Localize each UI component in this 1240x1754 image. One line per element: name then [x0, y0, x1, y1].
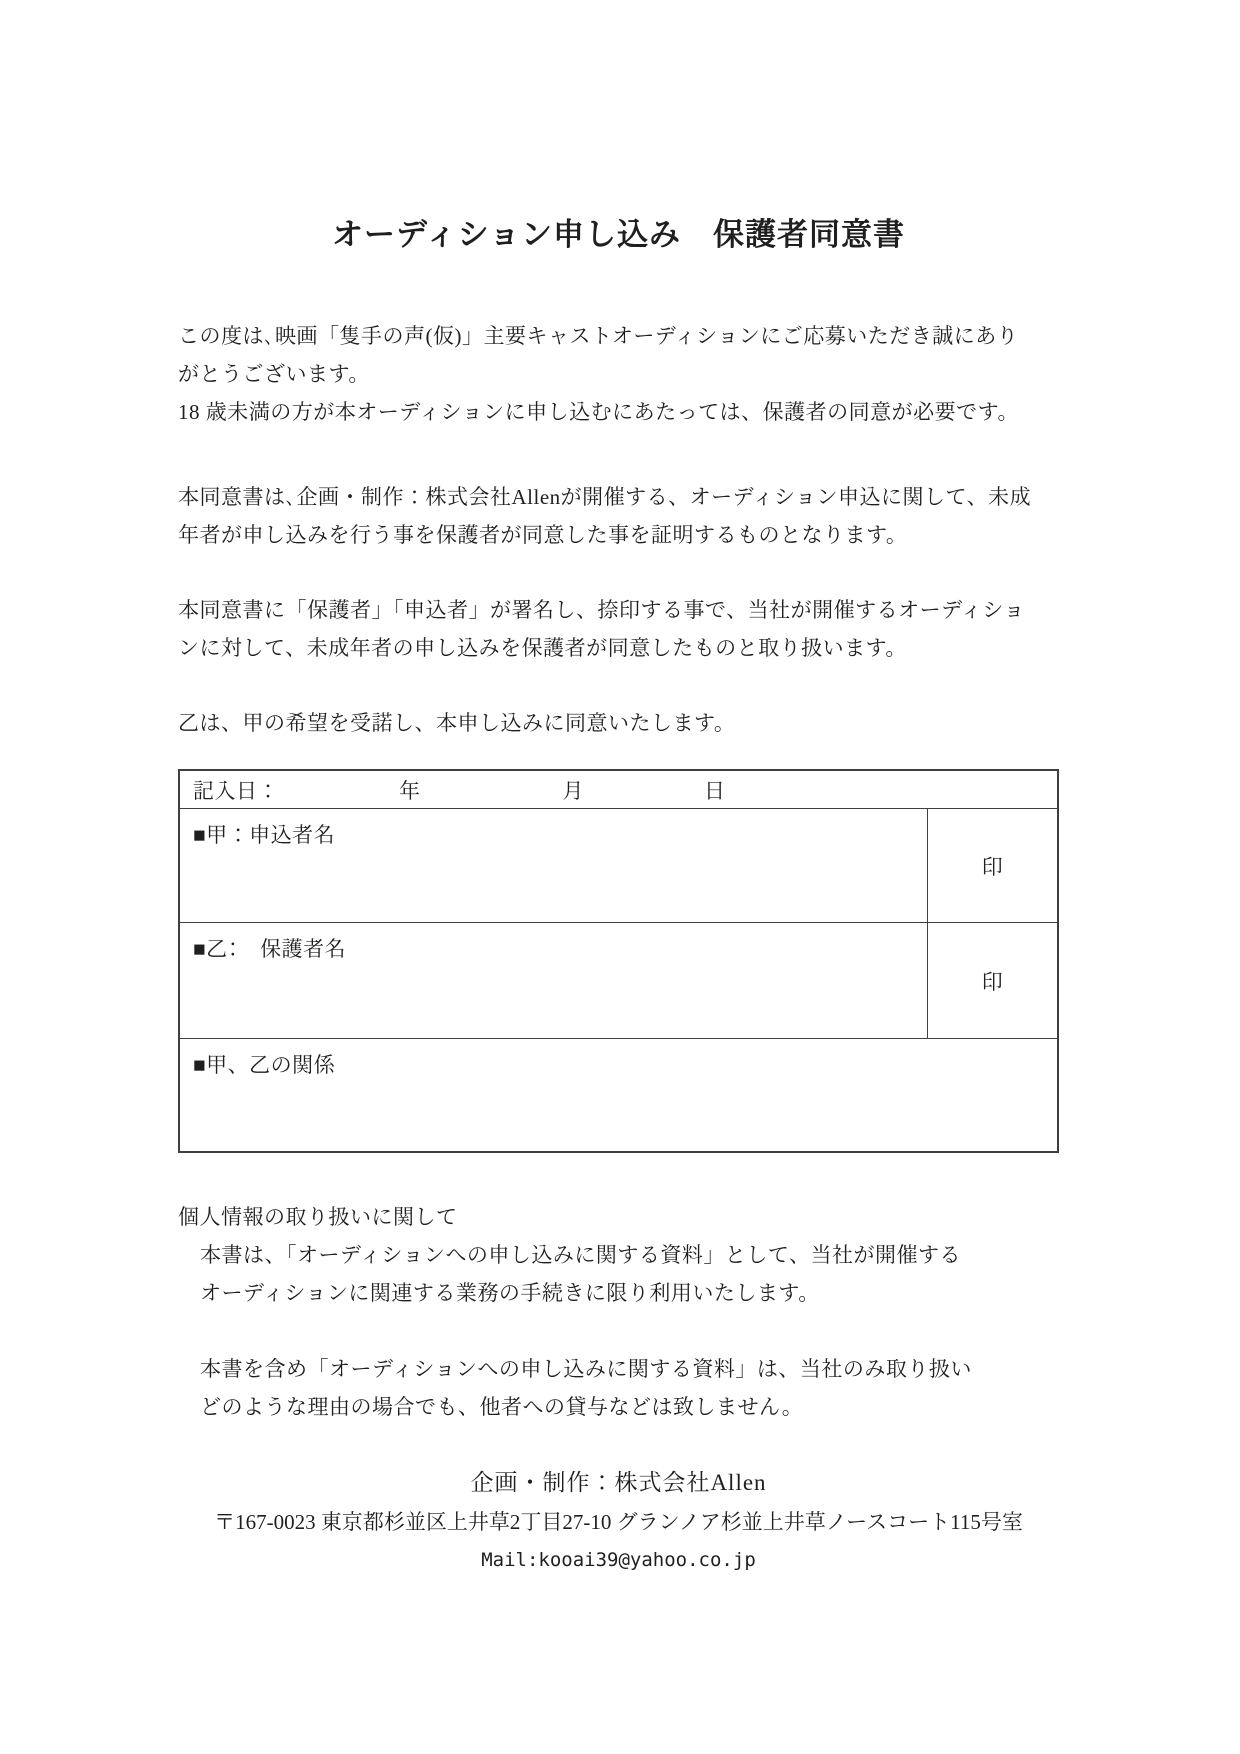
signing-line-1: 本同意書に「保護者」「申込者」が署名し、捺印する事で、当社が開催するオーディショ [178, 598, 1025, 622]
document-content [178, 0, 1059, 1579]
month-label: 月 [562, 778, 584, 803]
mail-line: Mail:kooai39@yahoo.co.jp [481, 1549, 756, 1571]
guardian-name-cell [180, 923, 927, 1038]
page-title: オーディション申し込み 保護者同意書 [332, 217, 905, 252]
signing-line-2: ンに対して、未成年者の申し込みを保護者が同意したものと取り扱います。 [178, 636, 907, 660]
applicant-row [180, 809, 1057, 923]
acceptance-line-1: 乙は、甲の希望を受諾し、本申し込みに同意いたします。 [178, 711, 736, 735]
consent-line-2: 年者が申し込みを行う事を保護者が同意した事を証明するものとなります。 [178, 523, 908, 547]
privacy-block2-line-2: どのような理由の場合でも、他者への貸与などは致しません。 [200, 1395, 804, 1419]
privacy-block2-line-1: 本書を含め「オーディションへの申し込みに関する資料」は、当社のみ取り扱い [200, 1357, 972, 1381]
address-line: 〒167-0023 東京都杉並区上井草2丁目27-10 グランノア杉並上井草ノースコート115号室 [214, 1510, 1023, 1534]
privacy-block1-line-2: オーディションに関連する業務の手続きに限り利用いたします。 [200, 1281, 820, 1305]
guardian-seal-label: 印 [981, 969, 1004, 994]
applicant-seal-label: 印 [981, 854, 1004, 879]
intro-line-2: がとうございます。 [178, 362, 370, 386]
intro-line-1: この度は､映画「隻手の声(仮)」主要キャストオーディションにご応募いただき誠にあり [178, 324, 1019, 348]
document-footer [178, 1463, 1059, 1579]
date-row [180, 771, 1057, 809]
intro-paragraph [178, 317, 1059, 431]
guardian-row [180, 923, 1057, 1039]
relationship-cell [180, 1039, 1057, 1151]
privacy-section [178, 1198, 1059, 1426]
intro-line-3: 18 歳未満の方が本オーディションに申し込むにあたっては、保護者の同意が必要です。 [178, 400, 1019, 424]
acceptance-paragraph [178, 704, 1059, 742]
applicant-label: ■甲：申込者名 [193, 823, 336, 847]
consent-purpose-paragraph [178, 478, 1059, 554]
consent-form-table [178, 769, 1059, 1153]
date-label: 記入日： [193, 778, 279, 803]
signing-procedure-paragraph [178, 591, 1059, 667]
year-label: 年 [399, 778, 421, 803]
guardian-seal-cell [927, 923, 1057, 1038]
relationship-row [180, 1039, 1057, 1151]
privacy-heading: 個人情報の取り扱いに関して [178, 1205, 458, 1229]
privacy-block2 [178, 1350, 1059, 1426]
relationship-label: ■甲、乙の関係 [193, 1053, 336, 1077]
applicant-seal-cell [927, 809, 1057, 922]
day-label: 日 [704, 778, 726, 803]
producer-line: 企画・制作：株式会社Allen [470, 1470, 767, 1495]
applicant-name-cell [180, 809, 927, 922]
guardian-label: ■乙： 保護者名 [193, 937, 347, 961]
consent-line-1: 本同意書は､企画・制作：株式会社Allenが開催する、オーディション申込に関して、未成 [178, 485, 1032, 509]
privacy-block1-line-1: 本書は、「オーディションへの申し込みに関する資料」として、当社が開催する [200, 1243, 961, 1267]
